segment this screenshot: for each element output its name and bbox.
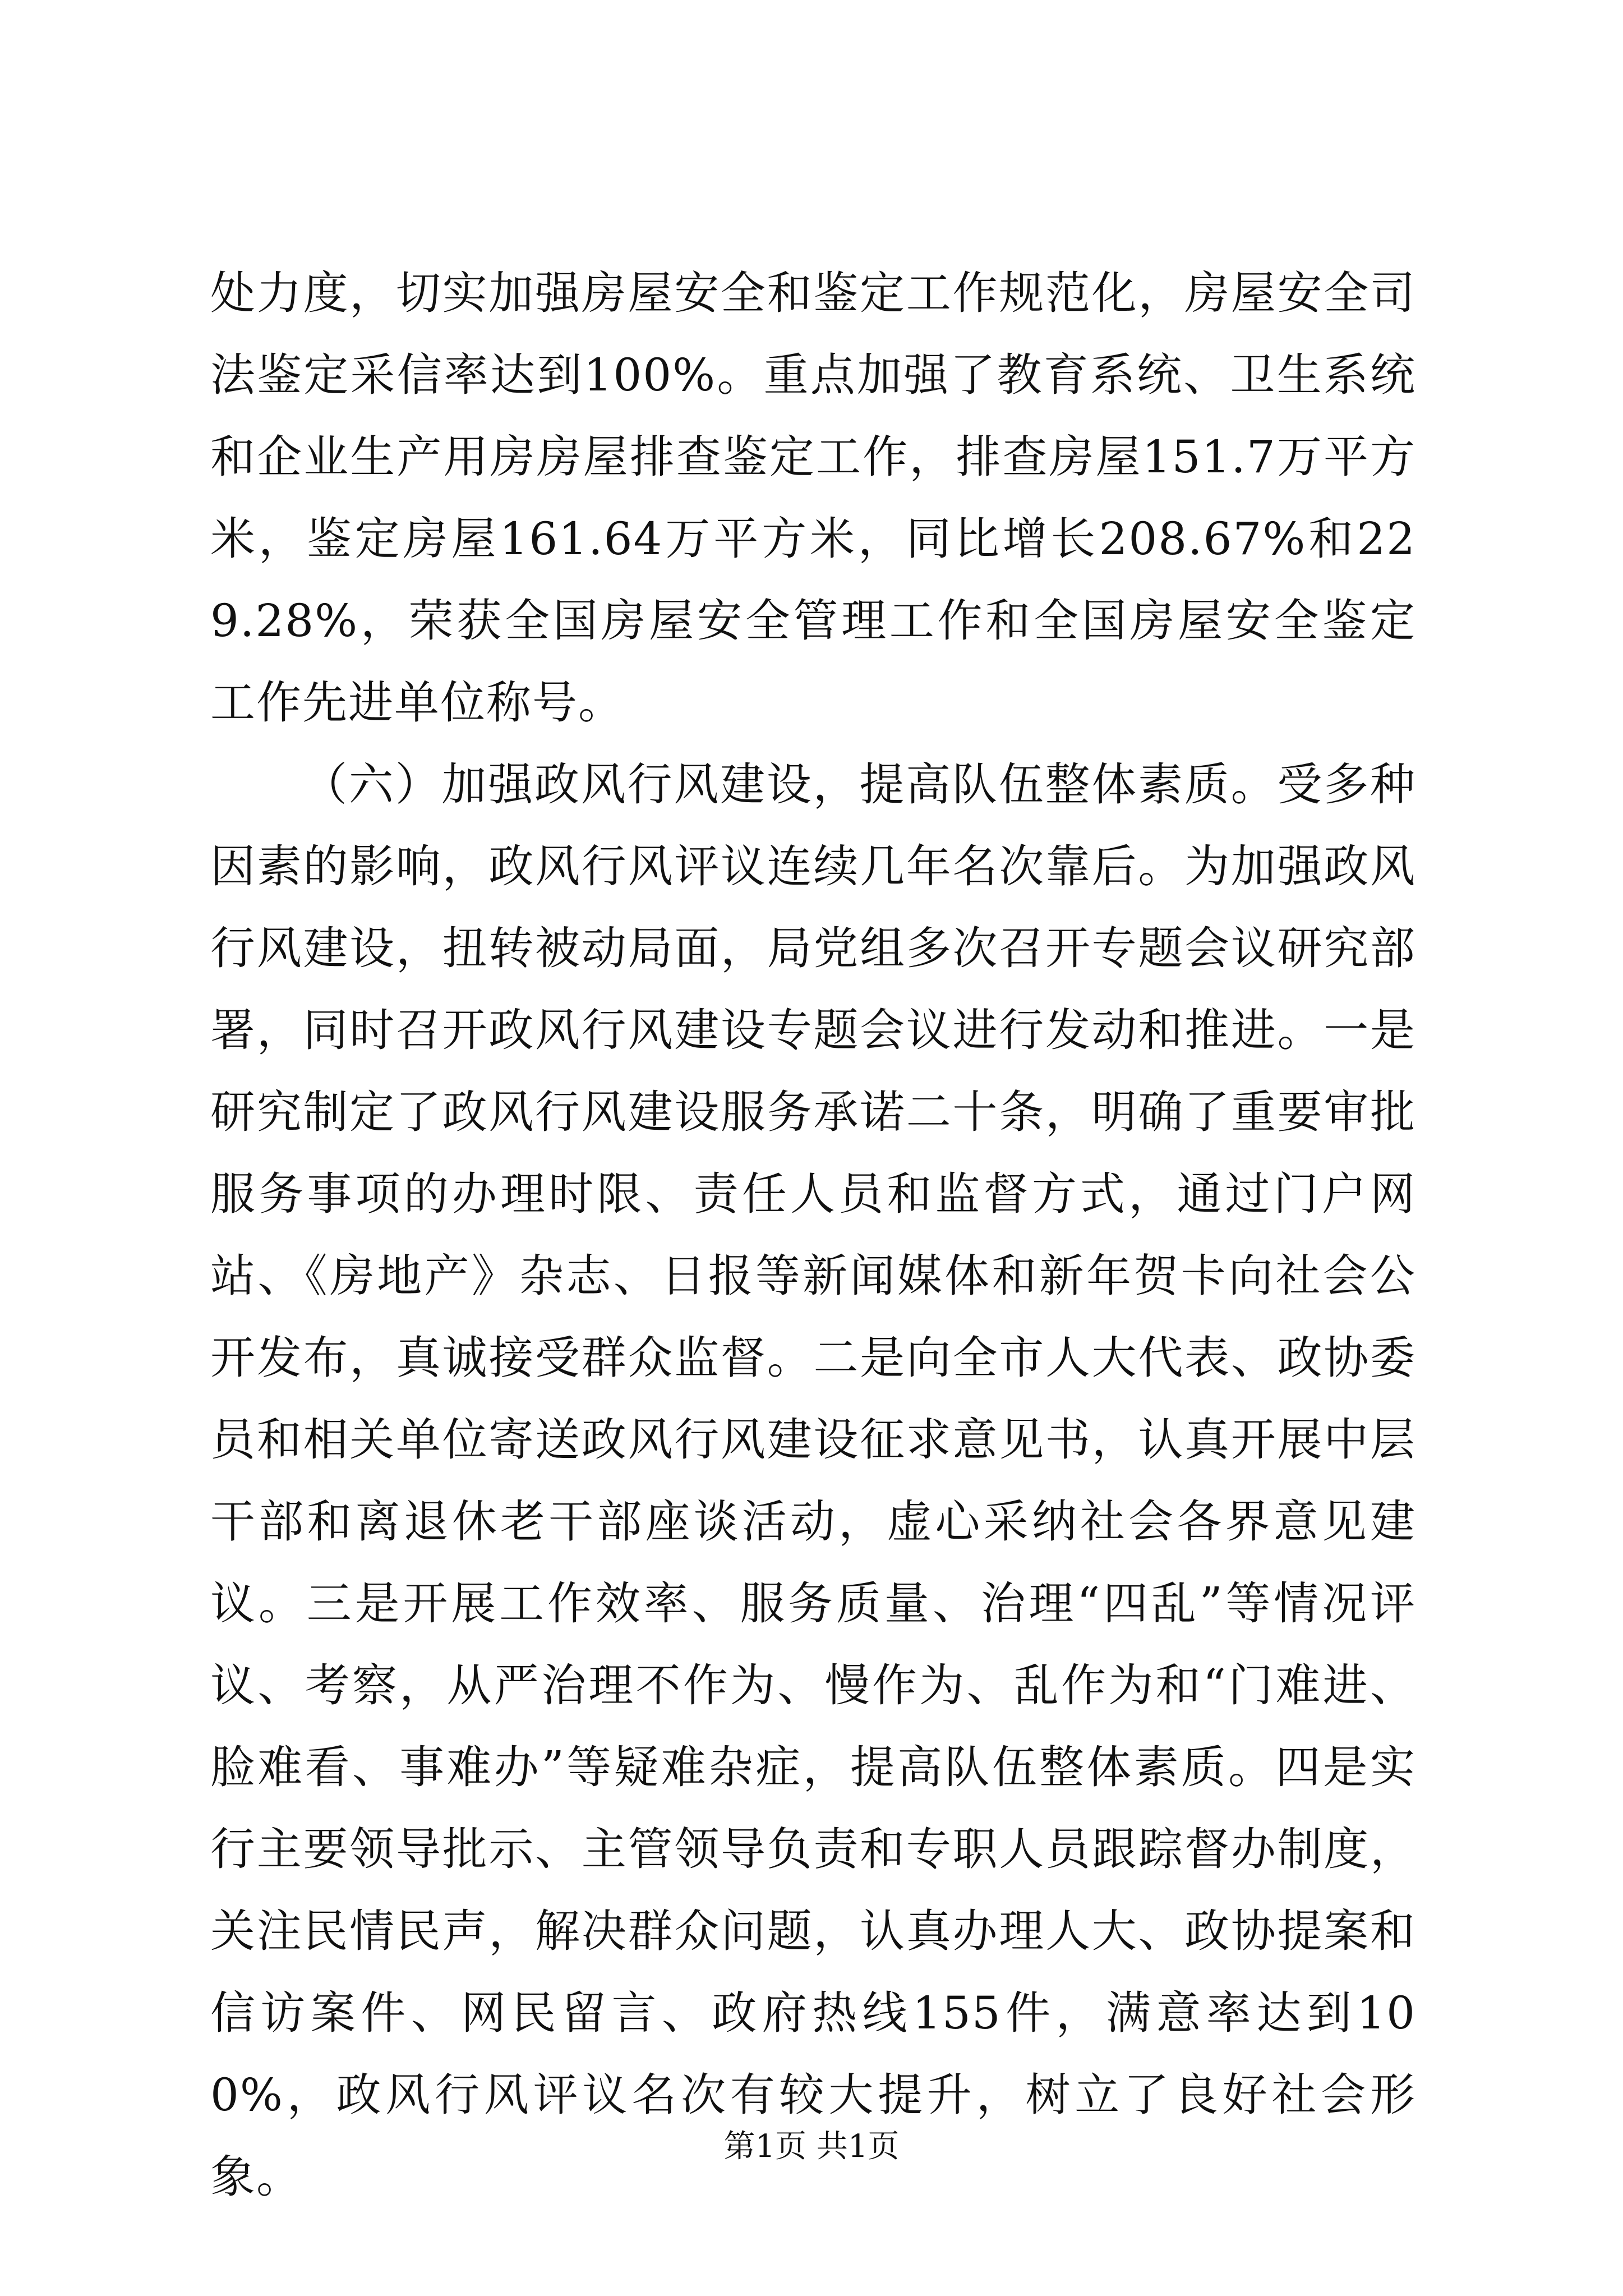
document-body: [210, 252, 1416, 2218]
paragraph-section-six: （六）加强政风行风建设，提高队伍整体素质。受多种因素的影响，政风行风评议连续几年名次靠后。为加强政风行风建设，扭转被动局面，局党组多次召开专题会议研究部署，同时召开政风行风建设专题会议进行发动和推进。一是研究制定了政风行风建设服务承诺二十条，明确了重要审批服务事项的办理时限、责任人员和监督方式，通过门户网站、《房地产》杂志、日报等新闻媒体和新年贺卡向社会公开发布，真诚接受群众监督。二是向全市人大代表、政协委员和相关单位寄送政风行风建设征求意见书，认真开展中层干部和离退休老干部座谈活动，虚心采纳社会各界意见建议。三是开展工作效率、服务质量、治理“四乱”等情况评议、考察，从严治理不作为、慢作为、乱作为和“门难进、脸难看、事难办”等疑难杂症，提高队伍整体素质。四是实行主要领导批示、主管领导负责和专职人员跟踪督办制度，关注民情民声，解决群众问题，认真办理人大、政协提案和信访案件、网民留言、政府热线155件，满意率达到100%，政风行风评议名次有较大提升，树立了良好社会形象。: [210, 758, 1416, 2203]
paragraph-continuation: 处力度，切实加强房屋安全和鉴定工作规范化，房屋安全司法鉴定采信率达到100%。重点加强了教育系统、卫生系统和企业生产用房房屋排查鉴定工作，排查房屋151.7万平方米，鉴定房屋161.64万平方米，同比增长208.67%和229.28%，荣获全国房屋安全管理工作和全国房屋安全鉴定工作先进单位称号。: [210, 267, 1416, 729]
page-footer: 第1页 共1页: [723, 2128, 900, 2165]
